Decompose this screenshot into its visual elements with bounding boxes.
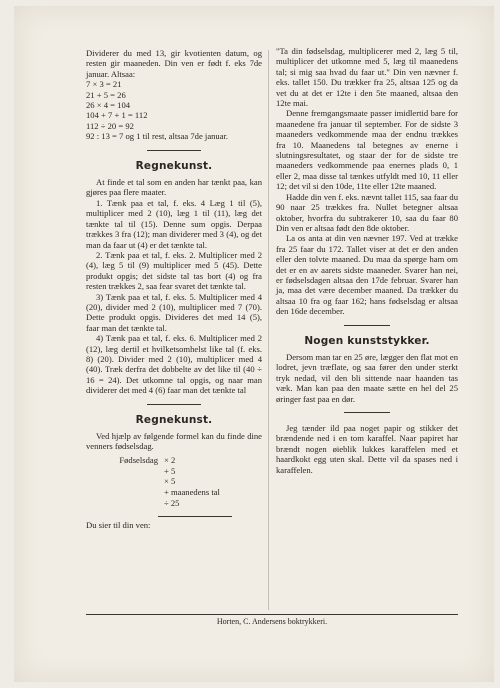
- formula-underline: [96, 509, 262, 520]
- calculation-block: [86, 79, 262, 141]
- formula-row: [96, 455, 262, 466]
- formula-op: × 2: [164, 454, 176, 465]
- calc-line: 26 × 4 = 104: [86, 100, 131, 111]
- heading-kunststykker: Nogen kunststykker.: [304, 334, 430, 347]
- paragraph: 2. Tænk paa et tal, f. eks. 2. Multiplicer med 2 (4), læg 5 til (9) multiplicer med 5 (45). Dette produkt opgis; det sidste tal tas bort (4) og fra resten trækkes 2, saa fear svaret det tænkte tal.: [86, 249, 262, 292]
- section-divider: [344, 412, 390, 413]
- paragraph: At finde et tal som en anden har tænkt paa, kan gjøres paa flere maater.: [86, 177, 262, 198]
- printed-page: [14, 6, 494, 682]
- calc-line: 21 + 5 = 26: [86, 89, 126, 100]
- paragraph: Jeg tænder ild paa noget papir og stikker det brændende ned i en tom karaffel. Naar papiret har brændt nogen øieblik lukkes karaffelen med et haardkokt egg uten skal. Dette vil da spases ned i karaffelen.: [276, 423, 458, 475]
- formula-row: [96, 498, 262, 509]
- formula-row: [96, 476, 262, 487]
- formula-op: + 5: [164, 465, 176, 476]
- left-column: [86, 48, 262, 530]
- formula-op: × 5: [164, 476, 176, 487]
- column-separator: [268, 50, 269, 610]
- paragraph: "Ta din fødselsdag, multiplicerer med 2, læg 5 til, multiplicer det utkomne med 5, læg til maanedens tal; si mig saa hvad du faar ut." Din ven nævner f. eks. tallet 150. Du trækker fra 25, altsaa 125 og da vet du at det er 12te i den 5te maaned, altsaa den 12te mai.: [276, 46, 458, 109]
- intro-paragraph: Dividerer du med 13, gir kvotienten datum, og resten gir maaneden. Din ven er født f. eks 7de januar. Altsaa:: [86, 48, 262, 79]
- paragraph: Ved hjælp av følgende formel kan du finde dine venners fødselsdag.: [86, 431, 262, 452]
- birthday-formula: [96, 455, 262, 520]
- formula-end-line: Du sier til din ven:: [86, 519, 151, 530]
- heading-regnekunst-2: Regnekunst.: [135, 413, 213, 426]
- paragraph: Denne fremgangsmaate passer imidlertid bare for maanedene fra januar til september. For de sidste 3 maaneders vedkommende maa der endnu trækkes fra 10. Maanedens tal betegnes av enerne i slutningsresultatet, og staar der for de sidste tre maaneders vedkommende paa enernes plads 0, 1 eller 2, maa disse tal tænkes utfyldt med 10, 11 eller 12; det vil si den 10de, 11te eller 12te maaned.: [276, 108, 458, 192]
- formula-row: [96, 487, 262, 498]
- paragraph: Dersom man tar en 25 øre, lægger den flat mot en lodret, jevn træflate, og saa fører den under sterkt tryk nedad, vil den bli sittende naar haanden tas væk. Man kan paa den maate sætte en hel del 25 øringer fast paa en dør.: [276, 351, 458, 404]
- paragraph: 4) Tænk paa et tal, f. eks. 6. Multiplicer med 2 (12), læg dertil et hvilketsomhelst like tal (f. eks. 8) (20). Divider med 2 (10), multiplicer med 4 (40). Træk derfra det dobbelte av det like til (40 ÷ 16 = 24). Det utkomne tal opgis, og naar man dividerer det med 4 (6) faar man det tænkte tal: [86, 333, 262, 396]
- heading-regnekunst-1: Regnekunst.: [135, 159, 213, 172]
- section-divider: [147, 150, 201, 151]
- calc-line: 104 + 7 + 1 = 112: [86, 110, 148, 121]
- formula-row: [96, 466, 262, 477]
- formula-label: Fødselsdag: [119, 454, 158, 465]
- paragraph: Hadde din ven f. eks. nævnt tallet 115, saa faar du 90 naar 25 trækkes fra. Nullet betegner altsaa oktober, hvorfra du subtrakerer 10, saa du faar 80 Din ven er altsaa født den 8de oktober.: [276, 191, 458, 233]
- footer-rule: [86, 614, 458, 615]
- calc-line: 92 : 13 = 7 og 1 til rest, altsaa 7de januar.: [86, 131, 229, 142]
- printer-footer: Horten, C. Andersens boktrykkeri.: [216, 617, 328, 626]
- paragraph: La os anta at din ven nævner 197. Ved at trække fra 25 faar du 172. Tallet viser at det er den anden eller den tolvte maaned. Du maa da spørge ham om det er en av aarets sidste maaneder. Svarer han nei, er fødselsdagen altsaa den 17de februar. Svarer han ja, maa det være december maaned. Da trækker du altsaa 10 fra og faar 162; hans fødselsdag er altsaa den 16de december.: [276, 233, 458, 317]
- formula-op: + maanedens tal: [164, 487, 220, 498]
- paragraph: 1. Tænk paa et tal, f. eks. 4 Læg 1 til (5), multiplicer med 2 (10), læg 1 til (11), læg det tænkte tal til (15). Denne sum opgis. Derpaa trækkes 3 fra (12); man dividerer med 3 (4), og det man da faar ut (4) er det tænkte tal.: [86, 197, 262, 250]
- calc-line: 7 × 3 = 21: [86, 79, 122, 90]
- section-divider: [344, 325, 390, 326]
- calc-line: 112 ÷ 20 = 92: [86, 120, 134, 131]
- section-divider: [147, 404, 201, 405]
- paragraph: 3) Tænk paa et tal, f. eks. 5. Multiplicer med 4 (20), divider med 2 (10), multiplicer med 7 (70). Dette produkt opgis. Divideres det med 14 (5), faar man det tænkte tal.: [86, 291, 262, 333]
- formula-op: ÷ 25: [164, 498, 180, 508]
- right-column: [276, 46, 458, 475]
